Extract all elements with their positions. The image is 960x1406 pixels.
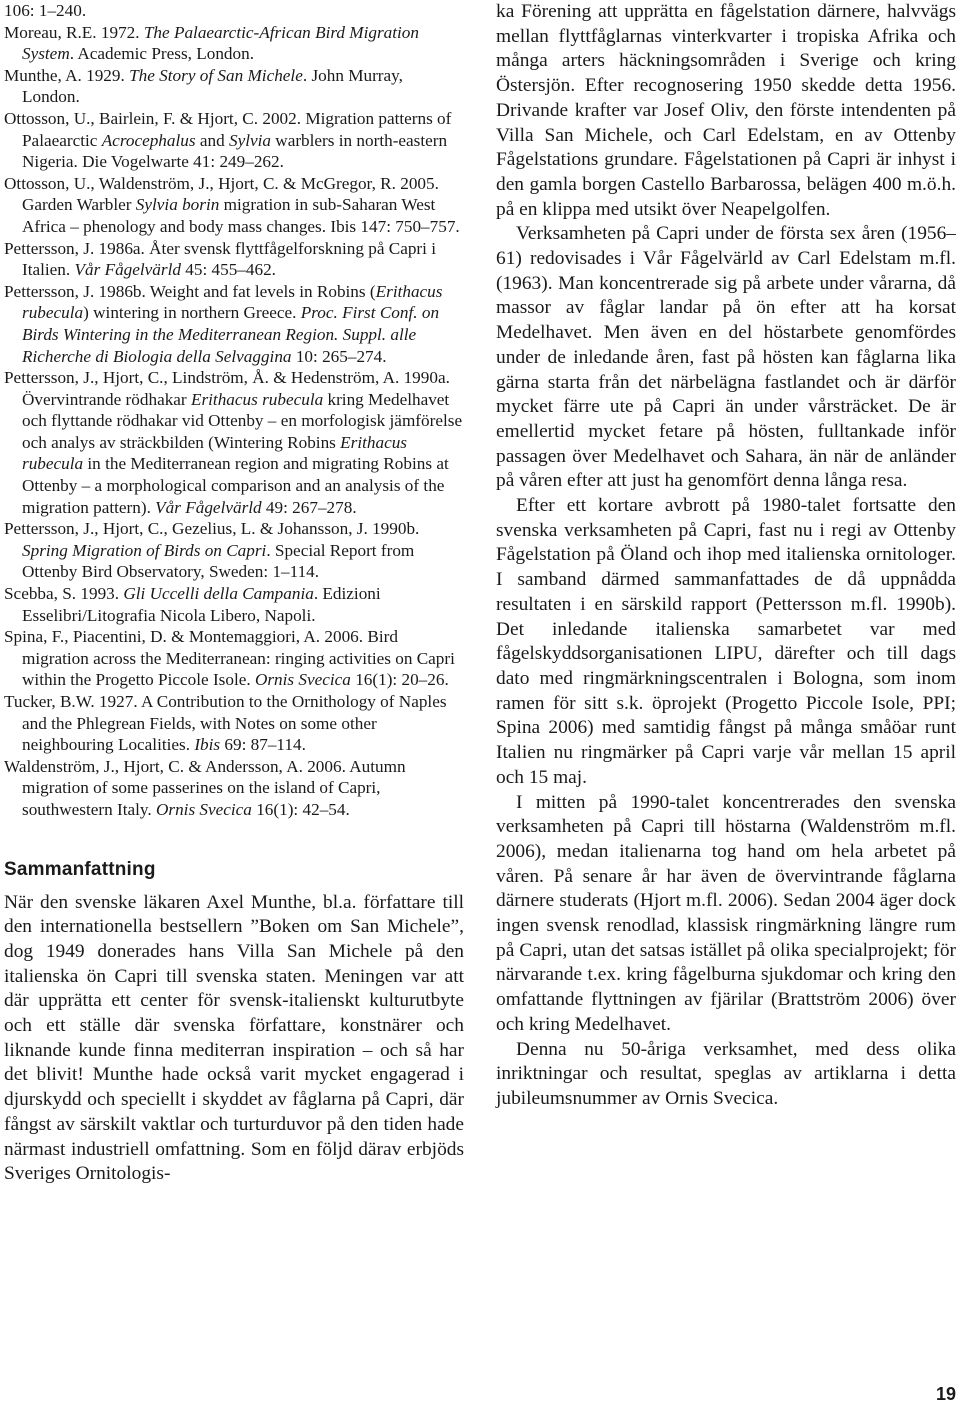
summary-paragraph-1: När den svenske läkaren Axel Munthe, bl.a. författare till den internationella bestsellern ”Boken om San Michele”, dog 1949 donerades hans Villa San Michele på den italienska ön Capri till svenska staten. Meningen var att där upprätta ett center för svensk-italienskt kulturutbyte och ett ställe där svenska författare, konstnärer och liknande kunde finna mediterran inspiration – och så har det blivit! Munthe hade också varit mycket engagerad i djurskydd och speciellt i skyddet av fåglarna på Capri, där fångst av särskilt vaktlar och turturduvor på den tiden hade närmast industriell omfattning. Som en följd därav erbjöds Sveriges Ornitologis- <box>4 891 464 1185</box>
summary-paragraph-3: Verksamheten på Capri under de första sex åren (1956–61) redovisades i Vår Fågelvärld av Carl Edelstam m.fl. (1963). Man koncentrerade sig på arbete under vårarna, då massor av fåglar landar på ön efter att ha korsat Medelhavet. Men även en del höstarbete genomfördes under de inledande åren, fast på hösten kan fåglarna lika gärna starta från det närbelägna fastlandet och är därför mycket färre ute på Capri än under vårsträcket. De är emellertid mycket fetare på hösten, fulltankade inför passagen över Medelhavet och Sahara, än när de anländer på våren efter att just ha genomfört denna långa resa. <box>496 223 956 492</box>
reference-list <box>4 0 464 821</box>
reference-entry: Pettersson, J. 1986a. Åter svensk flyttfågelforskning på Capri i Italien. Vår Fågelvärld 45: 455–462. <box>4 238 436 280</box>
reference-entry: Scebba, S. 1993. Gli Uccelli della Campania. Edizioni Esselibri/Litografia Nicola Libero, Napoli. <box>4 584 381 625</box>
reference-entry: Munthe, A. 1929. The Story of San Michele. John Murray, London. <box>4 65 403 107</box>
reference-entry: Ottosson, U., Bairlein, F. & Hjort, C. 2002. Migration patterns of Palaearctic Acrocephalus and Sylvia warblers in north-eastern Nigeria. Die Vogelwarte 41: 249–262. <box>4 108 452 172</box>
summary-paragraph-6: Denna nu 50-åriga verksamhet, med dess olika inriktningar och resultat, speglas av artiklarna i detta jubileumsnummer av Ornis Svecica. <box>496 1038 956 1109</box>
reference-entry: Pettersson, J., Hjort, C., Gezelius, L. & Johansson, J. 1990b. Spring Migration of Birds on Capri. Special Report from Ottenby Bird Observatory, Sweden: 1–114. <box>4 519 420 582</box>
right-column <box>496 0 956 1112</box>
summary-paragraph-2: ka Förening att upprätta en fågelstation därnere, halvvägs mellan flyttfåglarnas vinterkvarter i tropiska Afrika och många arters häckningsområden i Sverige och kring Östersjön. Efter recognosering 1950 skedde detta 1956. Drivande krafter var Josef Oliv, den förste intendenten på Villa San Michele, och Carl Edelstam, en av Ottenby Fågelstations grundare. Fågelstationen på Capri är inhyst i den gamla borgen Castello Barbarossa, belägen 400 m.ö.h. på en klippa med utsikt över Neapelgolfen. <box>496 1 956 220</box>
reference-entry: Tucker, B.W. 1927. A Contribution to the Ornithology of Naples and the Phlegrean Fields, with Notes on some other neighbouring Localities. Ibis 69: 87–114. <box>4 692 447 755</box>
summary-paragraph-4: Efter ett kortare avbrott på 1980-talet fortsatte den svenska verksamheten på Capri, fast nu i regi av Ottenby Fågelstation på Öland och ihop med italienska ornitologer. I samband därmed sammanfattades de då uppnådda resultaten i en särskild rapport (Pettersson m.fl. 1990b). Det inledande italienska samarbetet var med fågelskyddsorganisationen LIPU, därefter och till dags dato med ringmärkningscentralen i Bologna, som inom ramen för sitt s.k. öprojekt (Progetto Piccole Isole, PPI; Spina 2006) med samtidig fångst på många småöar runt Italien nu ringmärker på Capri varje vår mellan 15 april och 15 maj. <box>496 495 956 788</box>
reference-entry: Spina, F., Piacentini, D. & Montemaggiori, A. 2006. Bird migration across the Mediterranean: ringing activities on Capri within the Progetto Piccole Isole. Ornis Svecica 16(1): 20–26. <box>4 627 455 690</box>
summary-heading: Sammanfattning <box>4 858 156 880</box>
reference-entry: Pettersson, J., Hjort, C., Lindström, Å. & Hedenström, A. 1990a. Övervintrande rödhakar Erithacus rubecula kring Medelhavet och flyttande rödhakar vid Ottenby – en morfologisk jämförelse och analys av sträckbilden (Wintering Robins Erithacus rubecula in the Mediterranean region and migrating Robins at Ottenby – a morphological comparison and an analysis of the migration pattern). Vår Fågelvärld 49: 267–278. <box>4 368 463 517</box>
reference-entry: 106: 1–240. <box>4 1 87 20</box>
reference-entry: Waldenström, J., Hjort, C. & Andersson, A. 2006. Autumn migration of some passerines on the island of Capri, southwestern Italy. Ornis Svecica 16(1): 42–54. <box>4 756 406 819</box>
page-number: 19 <box>935 1384 956 1404</box>
reference-entry: Moreau, R.E. 1972. The Palaearctic-African Bird Migration System. Academic Press, London. <box>4 22 419 64</box>
reference-entry: Ottosson, U., Waldenström, J., Hjort, C. & McGregor, R. 2005. Garden Warbler Sylvia borin migration in sub-Saharan West Africa – phenology and body mass changes. Ibis 147: 750–757. <box>4 173 460 236</box>
summary-paragraph-5: I mitten på 1990-talet koncentrerades den svenska verksamheten på Capri till höstarna (Waldenström m.fl. 2006), medan italienarna tog hand om hela arbetet på våren. På senare år har även de övervintrande fåglarna därnere studerats (Hjort m.fl. 2006). Sedan 2004 äger dock ingen svensk renodlad, klassisk ringmärkning längre rum på Capri, utan det satsas istället på olika specialprojekt; för närvarande t.ex. kring fågelburna sjukdomar och kring den omfattande flyttningen av fjärilar (Brattström 2006) över och kring Medelhavet. <box>496 791 956 1035</box>
left-column <box>4 0 464 1187</box>
reference-entry: Pettersson, J. 1986b. Weight and fat levels in Robins (Erithacus rubecula) wintering in northern Greece. Proc. First Conf. on Birds Wintering in the Mediterranean Region. Suppl. alle Richerche di Biologia della Selvaggina 10: 265–274. <box>4 281 443 366</box>
